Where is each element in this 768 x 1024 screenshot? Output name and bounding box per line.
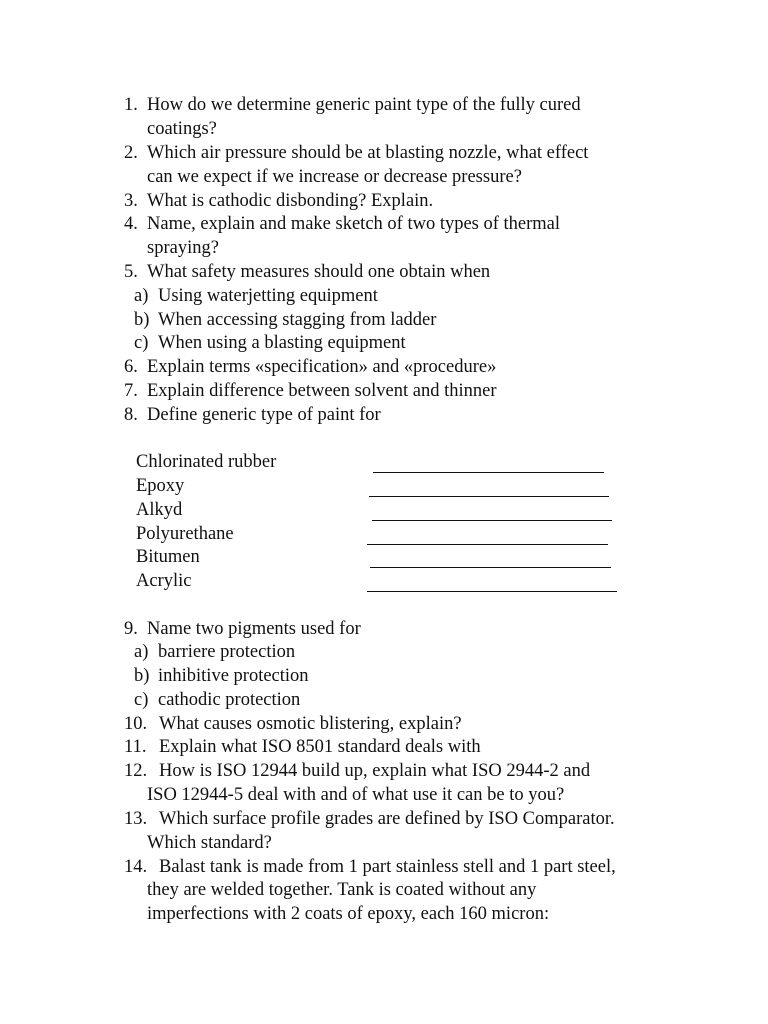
sub-item-text: When accessing stagging from ladder [158, 310, 437, 330]
paint-type-label: Alkyd [136, 500, 183, 520]
question-text: ISO 12944-5 deal with and of what use it can be to you? [147, 785, 565, 805]
question-text: they are welded together. Tank is coated without any [147, 880, 537, 900]
question-text: can we expect if we increase or decrease pressure? [147, 167, 522, 187]
question-number: 7. [124, 381, 138, 401]
sub-item-text: barriere protection [158, 642, 296, 662]
question-text: Name two pigments used for [147, 619, 361, 639]
paint-type-label: Chlorinated rubber [136, 452, 277, 472]
question-text: Define generic type of paint for [147, 405, 381, 425]
answer-blank[interactable] [369, 474, 609, 497]
answer-blank[interactable] [373, 450, 604, 473]
sub-item-text: cathodic protection [158, 690, 301, 710]
sub-item-letter: b) [134, 310, 150, 330]
paint-type-label: Bitumen [136, 547, 200, 567]
question-text: imperfections with 2 coats of epoxy, each 160 micron: [147, 904, 550, 924]
sub-item-text: Using waterjetting equipment [158, 286, 378, 306]
question-text: Explain difference between solvent and thinner [147, 381, 497, 401]
sub-item-letter: c) [134, 333, 149, 353]
question-number: 12. [124, 761, 148, 781]
answer-blank[interactable] [370, 545, 611, 568]
question-number: 14. [124, 857, 148, 877]
question-text: coatings? [147, 119, 217, 139]
answer-blank[interactable] [367, 522, 608, 545]
question-number: 9. [124, 619, 138, 639]
question-number: 13. [124, 809, 148, 829]
question-text: Explain what ISO 8501 standard deals with [159, 737, 481, 757]
answer-blank[interactable] [372, 498, 612, 521]
question-number: 6. [124, 357, 138, 377]
sub-item-text: inhibitive protection [158, 666, 309, 686]
question-text: spraying? [147, 238, 219, 258]
question-text: What is cathodic disbonding? Explain. [147, 191, 434, 211]
question-text: What causes osmotic blistering, explain? [159, 714, 462, 734]
question-text: Which air pressure should be at blasting nozzle, what effect [147, 143, 589, 163]
sub-item-letter: a) [134, 286, 149, 306]
question-number: 11. [124, 737, 147, 757]
question-number: 2. [124, 143, 138, 163]
question-number: 1. [124, 95, 138, 115]
paint-type-label: Epoxy [136, 476, 185, 496]
question-number: 5. [124, 262, 138, 282]
sub-item-letter: a) [134, 642, 149, 662]
question-number: 8. [124, 405, 138, 425]
question-number: 10. [124, 714, 148, 734]
sub-item-text: When using a blasting equipment [158, 333, 406, 353]
question-text: Which surface profile grades are defined by ISO Comparator. [159, 809, 615, 829]
question-number: 3. [124, 191, 138, 211]
sub-item-letter: c) [134, 690, 149, 710]
paint-type-label: Polyurethane [136, 524, 234, 544]
question-text: Which standard? [147, 833, 272, 853]
question-text: How is ISO 12944 build up, explain what ISO 2944-2 and [159, 761, 591, 781]
question-text: Explain terms «specification» and «procedure» [147, 357, 497, 377]
question-text: Name, explain and make sketch of two types of thermal [147, 214, 561, 234]
paint-type-label: Acrylic [136, 571, 192, 591]
question-text: How do we determine generic paint type of the fully cured [147, 95, 581, 115]
answer-blank[interactable] [367, 569, 617, 592]
question-text: Balast tank is made from 1 part stainless stell and 1 part steel, [159, 857, 616, 877]
sub-item-letter: b) [134, 666, 150, 686]
question-text: What safety measures should one obtain when [147, 262, 491, 282]
question-number: 4. [124, 214, 138, 234]
